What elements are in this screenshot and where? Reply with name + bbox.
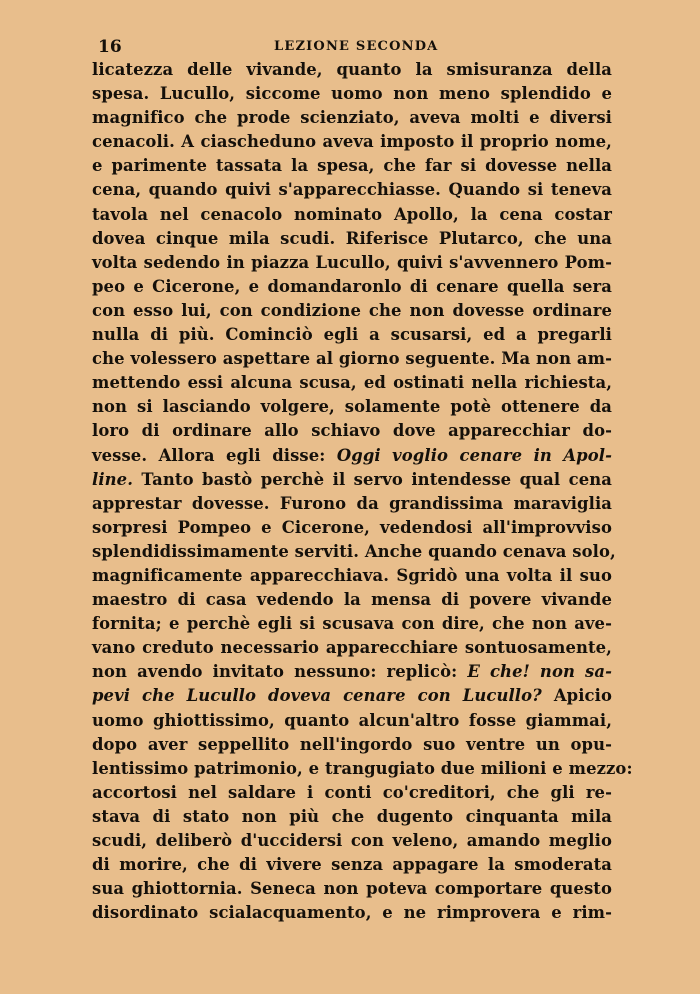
roman-text: fornita; e perchè egli si scusava con dire, che non ave- xyxy=(92,614,612,634)
roman-text: tavola nel cenacolo nominato Apollo, la cena costar xyxy=(92,204,612,224)
roman-text: vesse. Allora egli disse: xyxy=(92,445,337,465)
text-line xyxy=(92,347,612,371)
roman-text: stava di stato non più che dugento cinquanta mila xyxy=(92,806,612,826)
text-line xyxy=(92,901,612,925)
text-line xyxy=(92,130,612,154)
roman-text: loro di ordinare allo schiavo dove apparecchiar do- xyxy=(92,421,612,441)
italic-text: pevi che Lucullo doveva cenare con Lucullo? xyxy=(92,686,542,706)
roman-text: maestro di casa vedendo la mensa di povere vivande xyxy=(92,590,612,610)
roman-text: nulla di più. Cominciò egli a scusarsi, ed a pregarli xyxy=(92,325,612,345)
roman-text: Apicio xyxy=(541,686,612,706)
text-line xyxy=(92,877,612,901)
text-line xyxy=(92,853,612,877)
text-line xyxy=(92,299,612,323)
text-line xyxy=(92,805,612,829)
text-line xyxy=(92,227,612,251)
text-line xyxy=(92,540,616,564)
text-line xyxy=(92,323,612,347)
text-line xyxy=(92,275,612,299)
roman-text: licatezza delle vivande, quanto la smisuranza della xyxy=(92,60,612,79)
roman-text: peo e Cicerone, e domandaronlo di cenare quella sera xyxy=(92,276,612,296)
roman-text: apprestar dovesse. Furono da grandissima maraviglia xyxy=(92,493,612,513)
text-line xyxy=(92,564,612,588)
roman-text: che volessero aspettare al giorno seguente. Ma non am- xyxy=(92,349,612,369)
roman-text: con esso lui, con condizione che non dovesse ordinare xyxy=(92,300,612,320)
roman-text: non avendo invitato nessuno: replicò: xyxy=(92,662,468,682)
text-line xyxy=(92,636,612,660)
text-line xyxy=(92,444,612,468)
roman-text: Tanto bastò perchè il servo intendesse qual cena xyxy=(133,469,612,489)
roman-text: dovea cinque mila scudi. Riferisce Plutarco, che una xyxy=(92,228,612,248)
text-line xyxy=(92,829,612,853)
text-line xyxy=(92,419,612,443)
italic-text: line. xyxy=(92,469,134,489)
roman-text: magnifico che prode scienziato, aveva molti e diversi xyxy=(92,108,612,128)
roman-text: spesa. Lucullo, siccome uomo non meno splendido e xyxy=(92,84,612,104)
roman-text: disordinato scialacquamento, e ne rimprovera e rim- xyxy=(92,903,612,923)
text-line xyxy=(92,106,612,130)
roman-text: lentissimo patrimonio, e trangugiato due milioni e mezzo: xyxy=(92,758,633,778)
text-line xyxy=(92,757,633,781)
roman-text: uomo ghiottissimo, quanto alcun'altro fosse giammai, xyxy=(92,710,612,730)
roman-text: cenacoli. A ciascheduno aveva imposto il proprio nome, xyxy=(92,132,612,152)
text-line xyxy=(92,492,612,516)
body-text xyxy=(92,58,633,925)
page-header xyxy=(92,34,612,58)
text-line xyxy=(92,612,612,636)
text-line xyxy=(92,203,612,227)
text-line xyxy=(92,178,612,202)
text-line xyxy=(92,395,612,419)
roman-text: sorpresi Pompeo e Cicerone, vedendosi all'improvviso xyxy=(92,517,612,537)
italic-text: E che! non sa- xyxy=(467,662,612,682)
roman-text: volta sedendo in piazza Lucullo, quivi s'avvennero Pom- xyxy=(92,252,612,272)
running-head: LEZIONE SECONDA xyxy=(274,39,439,54)
text-line xyxy=(92,733,612,757)
roman-text: non si lasciando volgere, solamente potè ottenere da xyxy=(92,397,612,417)
text-line xyxy=(92,660,612,684)
roman-text: splendidissimamente serviti. Anche quando cenava solo, xyxy=(92,541,616,561)
page-number: 16 xyxy=(98,37,122,57)
roman-text: di morire, che di vivere senza appagare la smoderata xyxy=(92,855,612,875)
text-line xyxy=(92,684,612,708)
roman-text: magnificamente apparecchiava. Sgridò una volta il suo xyxy=(92,565,612,585)
roman-text: cena, quando quivi s'apparecchiasse. Quando si teneva xyxy=(92,180,612,200)
roman-text: vano creduto necessario apparecchiare sontuosamente, xyxy=(92,638,612,658)
text-line xyxy=(92,781,612,805)
roman-text: scudi, deliberò d'uccidersi con veleno, amando meglio xyxy=(92,831,612,850)
book-page xyxy=(92,34,633,925)
roman-text: accortosi nel saldare i conti co'creditori, che gli re- xyxy=(92,782,612,802)
text-line xyxy=(92,58,612,82)
italic-text: Oggi voglio cenare in Apol- xyxy=(336,445,612,465)
roman-text: e parimente tassata la spesa, che far si dovesse nella xyxy=(92,156,612,176)
text-line xyxy=(92,154,612,178)
text-line xyxy=(92,516,612,540)
text-line xyxy=(92,371,612,395)
text-line xyxy=(92,709,612,733)
roman-text: sua ghiottornia. Seneca non poteva comportare questo xyxy=(92,879,612,899)
text-line xyxy=(92,588,612,612)
roman-text: mettendo essi alcuna scusa, ed ostinati nella richiesta, xyxy=(92,373,612,393)
text-line xyxy=(92,82,612,106)
text-line xyxy=(92,468,612,492)
text-line xyxy=(92,251,612,275)
roman-text: dopo aver seppellito nell'ingordo suo ventre un opu- xyxy=(92,734,612,754)
